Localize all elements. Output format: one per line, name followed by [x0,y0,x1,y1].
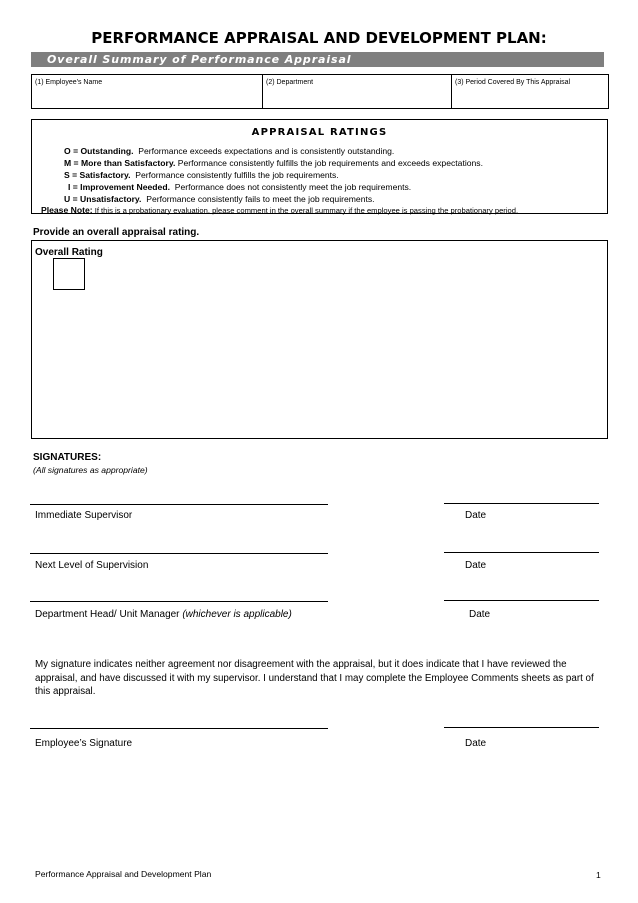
section-header-label: Overall Summary of Performance Appraisal [47,53,352,66]
note-text: If this is a probationary evaluation, please comment in the overall summary if the employee is passing the probationary period. [94,206,519,215]
rating-code: U = Unsatisfactory. [64,194,142,204]
rating-entry-square[interactable] [53,258,85,290]
next-level-date-line[interactable] [444,552,599,553]
signature-statement: My signature indicates neither agreement nor disagreement with the appraisal, but it does indicate that I have reviewed the appraisal, and have discussed it with my supervisor. I understand that I may complete the Employee Comments sheets as part of this appraisal. [35,659,594,697]
footer-title: Performance Appraisal and Development Plan [35,869,212,879]
overall-rating-label: Overall Rating [35,247,103,258]
supervisor-date-line[interactable] [444,503,599,504]
dept-head-signature-line[interactable] [30,601,328,602]
dept-head-note: (whichever is applicable) [182,609,292,620]
next-level-label: Next Level of Supervision [35,560,149,571]
next-level-signature-line[interactable] [30,553,328,554]
rating-desc: Performance exceeds expectations and is consistently outstanding. [138,146,395,156]
employee-date-line[interactable] [444,727,599,728]
rating-code: M = More than Satisfactory. [64,158,176,168]
section-header-bar [31,52,604,67]
supervisor-label: Immediate Supervisor [35,510,133,521]
rating-desc: Performance consistently fulfills the job requirements. [135,170,339,180]
appraisal-ratings-box [31,119,608,214]
note-label: Please Note: [41,205,93,215]
signatures-heading: SIGNATURES: [33,452,102,463]
period-field[interactable]: (3) Period Covered By This Appraisal [455,79,571,86]
rating-desc: Performance consistently fulfills the job requirements and exceeds expectations. [177,158,483,168]
rating-item [64,194,375,204]
rating-item [64,170,339,180]
employee-info-row [31,74,609,109]
supervisor-date-label: Date [465,510,487,521]
signatures-subheading: (All signatures as appropriate) [33,465,148,475]
employee-date-label: Date [465,738,487,749]
rating-item [64,158,483,168]
next-level-date-label: Date [465,560,487,571]
supervisor-signature-line[interactable] [30,504,328,505]
employee-signature-line[interactable] [30,728,328,729]
employee-name-field[interactable]: (1) Employee's Name [32,75,263,108]
overall-rating-box[interactable] [31,240,608,439]
rating-item [68,182,411,192]
department-field[interactable]: (2) Department [263,75,452,108]
overall-rating-prompt: Provide an overall appraisal rating. [33,227,200,238]
rating-desc: Performance consistently fails to meet the job requirements. [146,194,375,204]
employee-signature-label: Employee’s Signature [35,738,133,749]
rating-item [64,146,394,156]
dept-head-date-line[interactable] [444,600,599,601]
rating-code: I = Improvement Needed. [68,182,170,192]
rating-desc: Performance does not consistently meet the job requirements. [174,182,412,192]
dept-head-date-label: Date [469,609,491,620]
page-title: PERFORMANCE APPRAISAL AND DEVELOPMENT PLAN: [91,29,547,47]
page-number: 1 [596,870,601,880]
dept-head-label [35,609,292,620]
rating-code: S = Satisfactory. [64,170,131,180]
ratings-heading: APPRAISAL RATINGS [251,127,388,138]
rating-code: O = Outstanding. [64,146,134,156]
probation-note [41,205,518,215]
dept-head-title: Department Head/ Unit Manager [35,609,180,620]
